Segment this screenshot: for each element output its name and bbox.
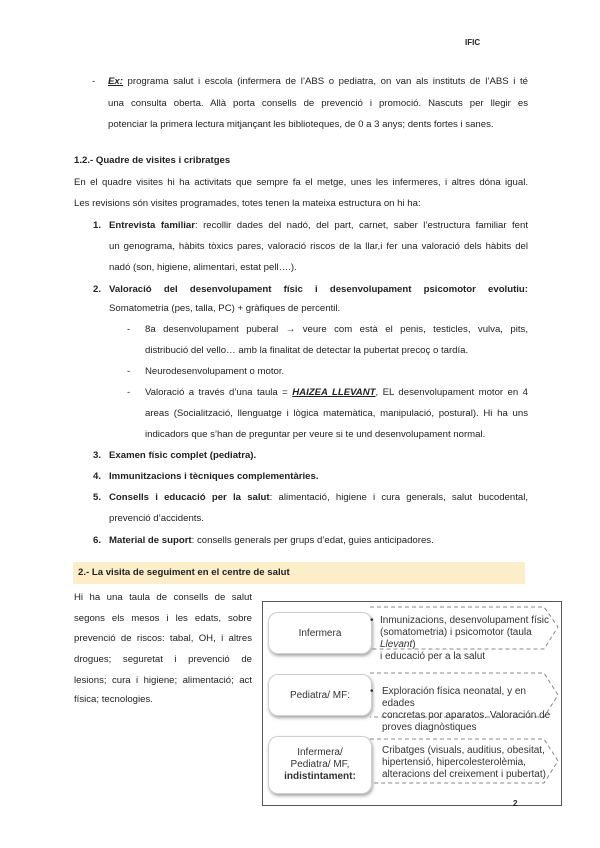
diagram-line: hipertensió, hipercolesterolèmia, xyxy=(382,757,526,768)
intro-line-1 xyxy=(108,76,528,87)
role-label: indistintament: xyxy=(284,771,356,782)
left-text-line: prevenció de riscos: tabal, OH, i altres xyxy=(74,633,252,644)
diagram-fragment: (somatometria) i psicomotor (taula xyxy=(380,627,532,638)
diagram-text-infermera xyxy=(380,615,560,663)
para-line: Les revisions són visites programades, totes tenen la mateixa estructura on hi ha: xyxy=(74,198,421,209)
list-number: 6. xyxy=(93,535,102,546)
section-banner xyxy=(73,562,525,584)
banner-title: 2.- La visita de seguiment en el centre de salut xyxy=(78,567,290,578)
role-box-infermera xyxy=(268,612,372,654)
item-title: Consells i educació per la salut xyxy=(109,492,270,503)
para-line: En el quadre visites hi ha activitats que sempre fa el metge, unes les infermeres, i altres dóna igual. xyxy=(74,177,528,188)
list-item xyxy=(109,535,528,546)
diagram-line: proves diagnòstiques xyxy=(382,722,477,733)
diagram-line: Exploración física neonatal, y en edades xyxy=(382,686,526,709)
diagram-text-indistintament xyxy=(382,745,557,781)
list-item xyxy=(109,220,528,231)
diagram-bullet: • xyxy=(370,615,374,626)
sub-bullet-cont: areas (Socialització, llenguatge i lògica matemàtica, manipulació, postural). Hi ha uns xyxy=(145,408,528,419)
sub-bullet xyxy=(145,387,528,398)
list-number: 2. xyxy=(93,284,102,295)
bullet-dash: - xyxy=(92,76,96,87)
diagram-line: alteracions del creixement i pubertat) xyxy=(382,769,546,780)
haizea-llevant: HAIZEA LLEVANT xyxy=(292,387,376,398)
sub-bullet-cont: indicadors que s’han de preguntar per veure si te und desenvolupament normal. xyxy=(145,429,486,440)
left-text-line: lesions; cura i higiene; alimentació; act xyxy=(74,675,252,686)
list-item-cont: nadó (son, higiene, alimentari, estat pell….). xyxy=(109,262,297,273)
left-text-line: drogues; seguretat i prevenció de xyxy=(74,654,252,665)
role-box-pediatra xyxy=(268,674,372,716)
list-item-cont: un genograma, hàbits tòxics pares, valoració riscos de la llar,i fer una valoració dels hàbits del xyxy=(109,241,528,252)
left-text-line: segons els mesos i les edats, sobre xyxy=(74,613,252,624)
page-number: 2 xyxy=(513,799,518,808)
diagram-line: Cribatges (visuals, auditius, obesitat, xyxy=(382,745,545,756)
item-title: Entrevista familiar xyxy=(109,220,195,231)
item-title: Material de suport xyxy=(109,535,192,546)
intro-line-2: una consulta oberta. Allà porta consells de prevenció i promoció. Nascuts per llegir es xyxy=(108,98,528,109)
intro-text: programa salut i escola (infermera de l’ABS o pediatra, on van als instituts de l’ABS i té xyxy=(122,76,528,87)
item-text: : alimentació, higiene i cura generals, salut bucodental, xyxy=(269,492,529,503)
section-heading: 1.2.- Quadre de visites i cribratges xyxy=(74,155,231,166)
left-text-line: física; tecnologies. xyxy=(74,694,153,705)
list-number: 3. xyxy=(93,450,102,461)
sub-bullet-text: , EL desenvolupament motor en 4 xyxy=(375,387,528,398)
diagram-fragment: ) xyxy=(412,639,416,650)
list-item-cont: prevenció d’accidents. xyxy=(109,513,204,524)
item-title: Examen físic complet (pediatra). xyxy=(109,450,257,461)
item-title: Immunitzacions i tècniques complementàries. xyxy=(109,471,319,482)
item-title: Valoració del desenvolupament físic i desenvolupament psicomotor evolutiu: xyxy=(109,284,528,295)
diagram-line: Inmunizacions, desenvolupament físic xyxy=(380,615,549,626)
role-label: Infermera xyxy=(298,627,342,639)
bullet-dash: - xyxy=(127,387,131,398)
diagram-bullet: • xyxy=(370,686,374,697)
item-text: : recollir dades del nadó, del part, carnet, saber l’estructura familiar fent xyxy=(194,220,529,231)
list-item xyxy=(109,492,528,503)
role-box-indistintament xyxy=(268,736,372,794)
intro-line-3: potenciar la primera lectura mitjançant les biblioteques, de 0 a 3 anys; dents fortes i sanes. xyxy=(108,119,494,130)
list-number: 1. xyxy=(93,220,102,231)
page-header: IFIC xyxy=(465,38,481,47)
diagram-fragment: Llevant xyxy=(380,639,413,650)
diagram-text-pediatra xyxy=(382,686,557,734)
diagram-line: i educació per a la salut xyxy=(380,651,486,662)
list-number: 4. xyxy=(93,471,102,482)
sub-bullet: Neurodesenvolupament o motor. xyxy=(145,366,285,377)
ex-label: Ex: xyxy=(108,76,123,87)
bullet-dash: - xyxy=(127,366,131,377)
sub-bullet-cont: distribució del vello… amb la finalitat de detectar la pubertat precoç o tardía. xyxy=(145,345,469,356)
role-label: Pediatra/ MF: xyxy=(289,689,351,701)
role-label: Pediatra/ MF, xyxy=(290,759,350,770)
left-text-line: Hi ha una taula de consells de salut xyxy=(74,592,252,603)
list-item-cont: Somatometria (pes, talla, PC) + gràfiques de percentil. xyxy=(109,303,341,314)
item-text: : consells generals per grups d’edat, guies anticipadores. xyxy=(191,535,434,546)
list-number: 5. xyxy=(93,492,102,503)
bullet-dash: - xyxy=(127,324,131,335)
sub-bullet: 8a desenvolupament puberal → veure com està el penis, testicles, vulva, pits, xyxy=(145,324,528,335)
diagram-line: concretas por aparatos. Valoración de xyxy=(382,710,551,721)
role-label: Infermera/ xyxy=(297,747,343,758)
diagram-line xyxy=(380,627,560,651)
sub-bullet-text: Valoració a través d’una taula = xyxy=(145,387,293,398)
